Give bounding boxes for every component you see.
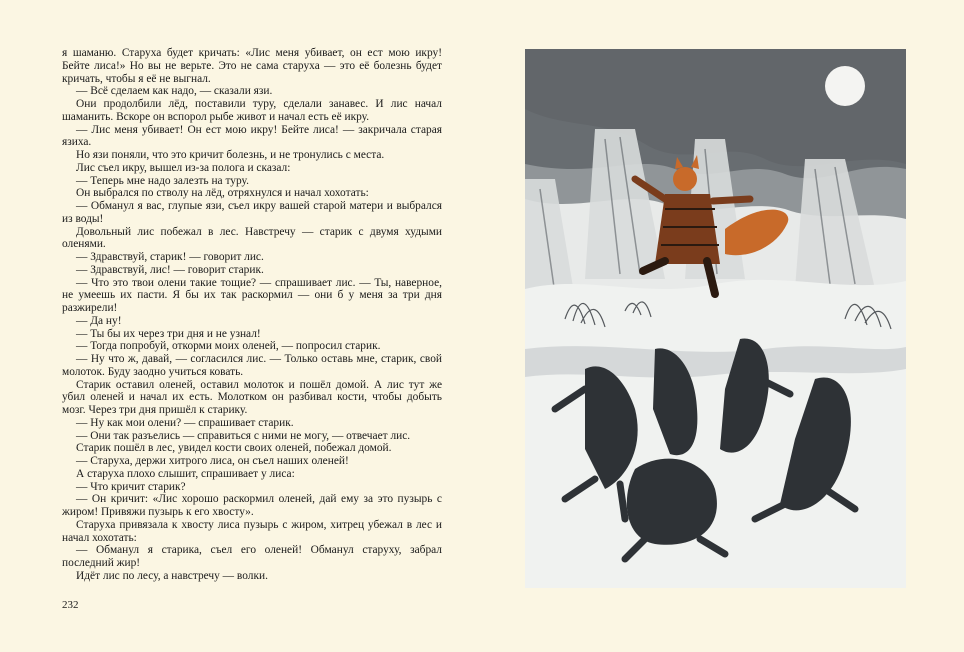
paragraph: — Он кричит: «Лис хорошо раскормил оленей, дай ему за это пузырь с жиром! Привяжи пузырь к его хвосту». xyxy=(62,493,442,518)
paragraph: Старуха привязала к хвосту лиса пузырь с жиром, хитрец убежал в лес и начал хохотать: xyxy=(62,518,442,544)
paragraph: Но язи поняли, что это кричит болезнь, и не тронулись с места. xyxy=(76,149,385,161)
paragraph: — Что кричит старик? xyxy=(76,480,186,493)
paragraph: — Лис меня убивает! Он ест мою икру! Бейте лиса! — закричала старая язиха. xyxy=(62,123,442,149)
paragraph: — Здравствуй, старик! — говорит лис. xyxy=(76,251,264,263)
paragraph: Он выбрался по стволу на лёд, отряхнулся и начал хохотать: xyxy=(76,187,369,200)
paragraph: Довольный лис побежал в лес. Навстречу — старик с двумя худыми оленями. xyxy=(62,225,442,251)
paragraph: — Да ну! xyxy=(76,314,122,327)
paragraph: — Они так разъелись — справиться с ними не могу, — отвечает лис. xyxy=(76,429,411,442)
moon xyxy=(825,66,865,106)
text-column xyxy=(62,47,442,583)
paragraph: А старуха плохо слышит, спрашивает у лиса: xyxy=(76,467,295,480)
illustration xyxy=(525,49,906,588)
paragraph: — Ты бы их через три дня и не узнал! xyxy=(76,327,261,340)
illustration-drawing xyxy=(525,49,906,588)
paragraph: Старик оставил оленей, оставил молоток и пошёл домой. А лис тут же убил оленей и начал их есть. Молотком он разбивал кости, чтобы добыть мозг. Через три дня пришёл к старику. xyxy=(62,378,442,416)
paragraph: — Что это твои олени такие тощие? — спрашивает лис. — Ты, наверное, не умеешь их пасти. Я бы их так раскормил — они б у меня за три дня разжирели! xyxy=(62,276,442,314)
paragraph: — Ну как мои олени? — спрашивает старик. xyxy=(76,416,294,429)
page-number: 232 xyxy=(62,599,79,611)
wolf-5 xyxy=(627,459,717,545)
paragraph: Они продолбили лёд, поставили туру, сделали занавес. И лис начал шаманить. Вскоре он вспорол рыбе живот и начал есть её икру. xyxy=(62,98,442,123)
paragraph: — Теперь мне надо залезть на туру. xyxy=(76,174,249,187)
paragraph: — Ну что ж, давай, — согласился лис. — Только оставь мне, старик, свой молоток. Буду заодно учиться ковать. xyxy=(62,353,442,378)
paragraph: Лис съел икру, вышел из-за полога и сказал: xyxy=(76,161,291,174)
paragraph: я шаманю. Старуха будет кричать: «Лис меня убивает, он ест мою икру! Бейте лиса!» Но вы не верьте. Это не сама старуха — это её болезнь будет кричать, чтобы я её не выгнал. xyxy=(62,47,442,85)
paragraph: — Тогда попробуй, откорми моих оленей, — попросил старик. xyxy=(76,340,381,353)
paragraph: — Всё сделаем как надо, — сказали язи. xyxy=(76,85,273,98)
paragraph: — Здравствуй, лис! — говорит старик. xyxy=(76,263,264,276)
paragraph: — Обманул я старика, съел его оленей! Обманул старуху, забрал последний жир! xyxy=(62,544,442,569)
paragraph: — Обманул я вас, глупые язи, съел икру вашей старой матери и выбрался из воды! xyxy=(62,200,442,225)
paragraph: Идёт лис по лесу, а навстречу — волки. xyxy=(76,569,268,582)
paragraph: Старик пошёл в лес, увидел кости своих оленей, побежал домой. xyxy=(76,442,392,455)
paragraph: — Старуха, держи хитрого лиса, он съел наших оленей! xyxy=(76,455,349,467)
